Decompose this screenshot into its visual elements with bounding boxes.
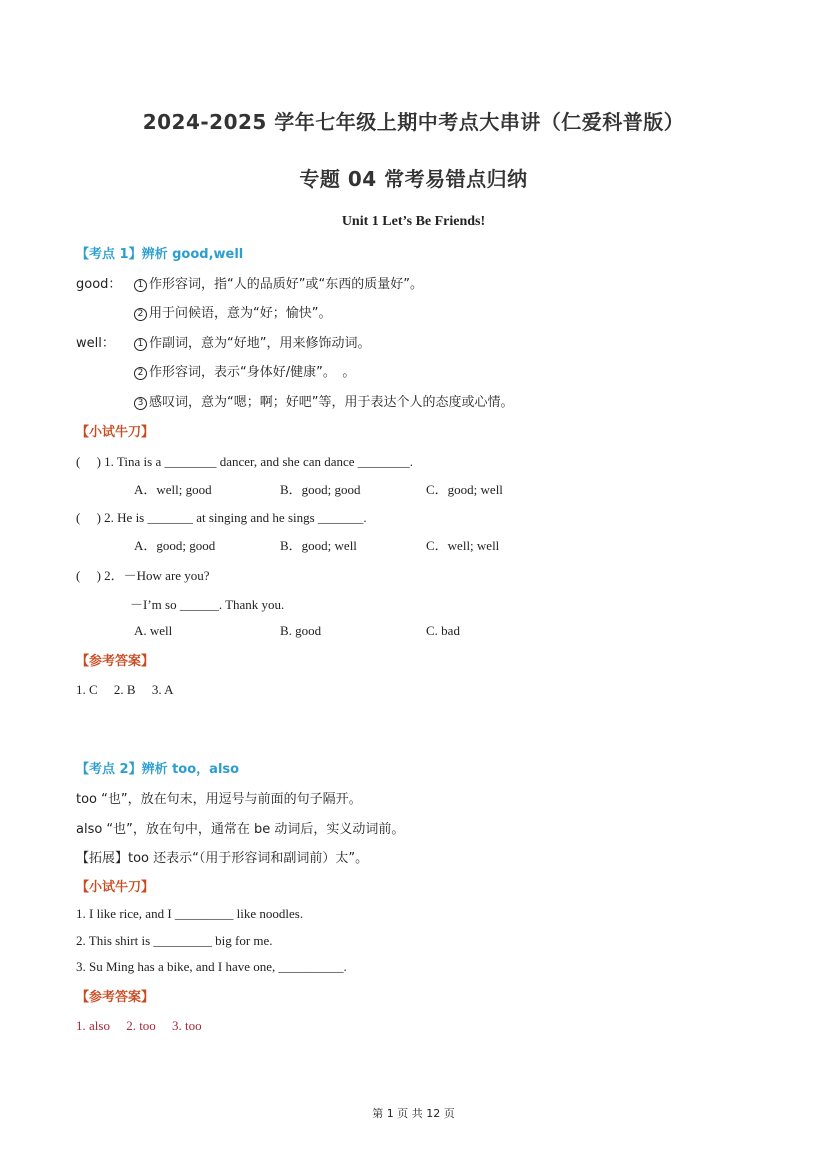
page-footer: 第 1 页 共 12 页 [372, 1107, 455, 1120]
good-line-2-text: 用于问候语，意为“好；愉快”。 [149, 306, 332, 321]
kp1-q2-option-a: A．good; good [134, 538, 216, 553]
kp2-practice-heading: 【小试牛刀】 [76, 880, 155, 895]
kp1-q2-option-c: C．well; well [426, 538, 500, 553]
good-line-1-text: 作形容词，指“人的品质好”或“东西的质量好”。 [149, 277, 423, 292]
kp1-answers: 1. C 2. B 3. A [76, 682, 174, 697]
document-subtitle: 专题 04 常考易错点归纳 [299, 167, 528, 191]
circled-number: 1 [134, 338, 147, 351]
circled-number: 1 [134, 279, 147, 292]
kp1-question-1: ( ) 1. Tina is a ________ dancer, and she can dance ________. [76, 454, 414, 469]
kp1-q1-option-c: C．good; well [426, 482, 503, 497]
kp1-q3-option-a: A. well [134, 623, 173, 638]
kp1-question-3-reply: －I’m so ______. Thank you. [130, 597, 285, 612]
kp1-q1-option-a: A．well; good [134, 482, 212, 497]
kp1-q2-option-b: B．good; well [280, 538, 357, 553]
kp1-heading: 【考点 1】辨析 good,well [76, 247, 244, 262]
kp2-question-1: 1. I like rice, and I _________ like noodles. [76, 906, 304, 921]
kp2-question-2: 2. This shirt is _________ big for me. [76, 933, 273, 948]
unit-heading: Unit 1 Let’s Be Friends! [341, 214, 486, 229]
kp1-q1-option-b: B．good; good [280, 482, 361, 497]
circled-number: 2 [134, 367, 147, 380]
good-line-2 [134, 302, 331, 321]
kp1-question-2: ( ) 2. He is _______ at singing and he sings _______. [76, 510, 367, 525]
kp1-q3-option-c: C. bad [426, 623, 460, 638]
good-line-1 [134, 273, 423, 292]
kp2-question-3: 3. Su Ming has a bike, and I have one, __________. [76, 959, 347, 974]
kp2-answers: 1. also 2. too 3. too [76, 1018, 202, 1033]
document-title: 2024-2025 学年七年级上期中考点大串讲（仁爱科普版） [142, 110, 685, 134]
kp1-q3-option-b: B. good [280, 623, 322, 638]
kp1-question-3: ( ) 2．－How are you? [76, 568, 210, 583]
well-line-1-text: 作副词，意为“好地”，用来修饰动词。 [149, 336, 371, 351]
circled-number: 3 [134, 397, 147, 410]
kp2-answer-heading: 【参考答案】 [76, 990, 155, 1005]
circled-number: 2 [134, 308, 147, 321]
well-line-3-text: 感叹词，意为“嗯；啊；好吧”等，用于表达个人的态度或心情。 [149, 395, 514, 410]
well-line-3 [134, 391, 513, 410]
kp2-heading: 【考点 2】辨析 too，also [76, 762, 240, 777]
good-label: good： [76, 277, 122, 292]
well-line-1 [134, 332, 370, 351]
well-label: well： [76, 336, 115, 351]
well-line-2 [134, 361, 355, 380]
kp2-line-also: also “也”，放在句中，通常在 be 动词后，实义动词前。 [76, 822, 405, 837]
kp1-practice-heading: 【小试牛刀】 [76, 425, 155, 440]
kp2-line-extension: 【拓展】too 还表示“（用于形容词和副词前）太”。 [76, 851, 369, 866]
kp1-answer-heading: 【参考答案】 [76, 654, 155, 669]
well-line-2-text: 作形容词，表示“身体好/健康”。 。 [149, 365, 356, 380]
kp2-line-too: too “也”，放在句末，用逗号与前面的句子隔开。 [76, 792, 362, 807]
